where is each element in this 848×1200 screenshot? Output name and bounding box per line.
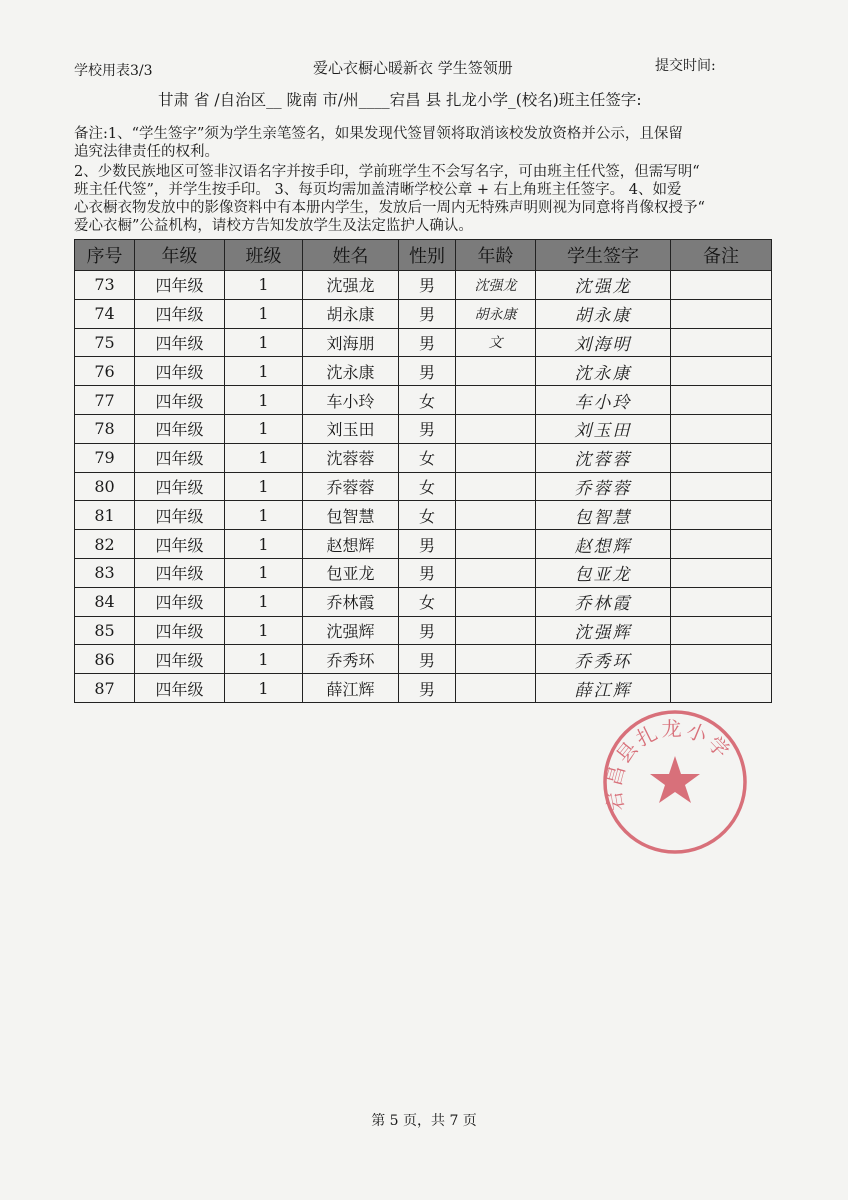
class-cell: 1: [225, 587, 303, 616]
student-name-cell: 刘海朋: [303, 328, 399, 357]
age-cell: [456, 501, 536, 530]
table-row: [75, 587, 772, 616]
row-number-cell: 78: [75, 414, 135, 443]
svg-text:宕昌县扎龙小学: 宕昌县扎龙小学: [601, 716, 737, 814]
class-cell: 1: [225, 472, 303, 501]
column-header: 备注: [671, 240, 772, 271]
gender-cell: 男: [399, 357, 456, 386]
remark-cell: [671, 616, 772, 645]
gender-cell: 男: [399, 558, 456, 587]
table-row: [75, 558, 772, 587]
student-signature-cell: 乔秀环: [536, 645, 671, 674]
gender-cell: 女: [399, 386, 456, 415]
age-cell: [456, 645, 536, 674]
remark-cell: [671, 558, 772, 587]
gender-cell: 男: [399, 414, 456, 443]
page-number: 第 5 页，共 7 页: [371, 1113, 477, 1129]
gender-cell: 女: [399, 501, 456, 530]
grade-cell: 四年级: [135, 472, 225, 501]
class-cell: 1: [225, 674, 303, 703]
remark-cell: [671, 443, 772, 472]
remark-cell: [671, 472, 772, 501]
grade-cell: 四年级: [135, 443, 225, 472]
student-name-cell: 乔秀环: [303, 645, 399, 674]
age-cell: [456, 443, 536, 472]
age-cell: [456, 558, 536, 587]
student-signature-cell: 乔蓉蓉: [536, 472, 671, 501]
row-number-cell: 83: [75, 558, 135, 587]
gender-cell: 男: [399, 299, 456, 328]
age-cell: [456, 530, 536, 559]
table-row: [75, 645, 772, 674]
class-cell: 1: [225, 616, 303, 645]
gender-cell: 男: [399, 674, 456, 703]
column-header: 年龄: [456, 240, 536, 271]
class-cell: 1: [225, 645, 303, 674]
gender-cell: 男: [399, 328, 456, 357]
row-number-cell: 75: [75, 328, 135, 357]
column-header: 班级: [225, 240, 303, 271]
gender-cell: 女: [399, 472, 456, 501]
grade-cell: 四年级: [135, 558, 225, 587]
class-cell: 1: [225, 530, 303, 559]
address-line: 甘肃 省 /自治区__ 陇南 市/州____宕昌 县 扎龙小学_(校名)班主任签字:: [158, 91, 642, 109]
age-cell: [456, 587, 536, 616]
age-cell: [456, 414, 536, 443]
note-line: 班主任代签”，并学生按手印。 3、每页均需加盖清晰学校公章 + 右上角班主任签字。 4、如爱: [74, 182, 682, 198]
remark-cell: [671, 645, 772, 674]
table-row: [75, 357, 772, 386]
student-signature-cell: 乔林霞: [536, 587, 671, 616]
student-name-cell: 赵想辉: [303, 530, 399, 559]
student-name-cell: 沈永康: [303, 357, 399, 386]
student-signature-cell: 包亚龙: [536, 558, 671, 587]
gender-cell: 女: [399, 443, 456, 472]
student-signature-cell: 胡永康: [536, 299, 671, 328]
grade-cell: 四年级: [135, 299, 225, 328]
remark-cell: [671, 501, 772, 530]
student-name-cell: 胡永康: [303, 299, 399, 328]
student-name-cell: 包亚龙: [303, 558, 399, 587]
table-row: [75, 530, 772, 559]
table-row: [75, 501, 772, 530]
gender-cell: 女: [399, 587, 456, 616]
column-header: 姓名: [303, 240, 399, 271]
gender-cell: 男: [399, 271, 456, 300]
student-name-cell: 乔蓉蓉: [303, 472, 399, 501]
remark-cell: [671, 587, 772, 616]
grade-cell: 四年级: [135, 674, 225, 703]
remark-cell: [671, 414, 772, 443]
class-cell: 1: [225, 501, 303, 530]
remark-cell: [671, 674, 772, 703]
row-number-cell: 85: [75, 616, 135, 645]
age-cell: [456, 386, 536, 415]
page-title: 爱心衣橱心暖新衣 学生签领册: [313, 59, 513, 77]
student-signature-cell: 沈强辉: [536, 616, 671, 645]
school-seal: [601, 708, 749, 856]
table-row: [75, 414, 772, 443]
student-name-cell: 乔林霞: [303, 587, 399, 616]
remark-cell: [671, 386, 772, 415]
table-row: [75, 616, 772, 645]
row-number-cell: 74: [75, 299, 135, 328]
student-name-cell: 车小玲: [303, 386, 399, 415]
gender-cell: 男: [399, 645, 456, 674]
grade-cell: 四年级: [135, 414, 225, 443]
age-cell: [456, 472, 536, 501]
age-cell: [456, 616, 536, 645]
column-header: 年级: [135, 240, 225, 271]
student-name-cell: 刘玉田: [303, 414, 399, 443]
student-name-cell: 包智慧: [303, 501, 399, 530]
age-cell: 沈强龙: [456, 271, 536, 300]
grade-cell: 四年级: [135, 386, 225, 415]
submit-time-label: 提交时间:: [655, 58, 716, 74]
table-row: [75, 386, 772, 415]
class-cell: 1: [225, 357, 303, 386]
table-row: [75, 674, 772, 703]
grade-cell: 四年级: [135, 357, 225, 386]
gender-cell: 男: [399, 616, 456, 645]
column-header: 学生签字: [536, 240, 671, 271]
student-name-cell: 薛江辉: [303, 674, 399, 703]
grade-cell: 四年级: [135, 616, 225, 645]
student-signature-cell: 包智慧: [536, 501, 671, 530]
class-cell: 1: [225, 443, 303, 472]
table-row: [75, 299, 772, 328]
grade-cell: 四年级: [135, 328, 225, 357]
student-name-cell: 沈强辉: [303, 616, 399, 645]
note-line: 爱心衣橱”公益机构，请校方告知发放学生及法定监护人确认。: [74, 218, 473, 234]
grade-cell: 四年级: [135, 587, 225, 616]
student-signature-cell: 薛江辉: [536, 674, 671, 703]
class-cell: 1: [225, 414, 303, 443]
row-number-cell: 84: [75, 587, 135, 616]
row-number-cell: 87: [75, 674, 135, 703]
age-cell: 文: [456, 328, 536, 357]
column-header: 序号: [75, 240, 135, 271]
student-name-cell: 沈强龙: [303, 271, 399, 300]
class-cell: 1: [225, 386, 303, 415]
remark-cell: [671, 299, 772, 328]
student-signature-cell: 沈蓉蓉: [536, 443, 671, 472]
grade-cell: 四年级: [135, 530, 225, 559]
remark-cell: [671, 328, 772, 357]
remark-cell: [671, 271, 772, 300]
grade-cell: 四年级: [135, 645, 225, 674]
note-line: 2、少数民族地区可签非汉语名字并按手印，学前班学生不会写名字，可由班主任代签，但需写明“: [74, 164, 700, 180]
table-row: [75, 271, 772, 300]
table-row: [75, 328, 772, 357]
student-signature-cell: 刘玉田: [536, 414, 671, 443]
row-number-cell: 73: [75, 271, 135, 300]
row-number-cell: 80: [75, 472, 135, 501]
row-number-cell: 82: [75, 530, 135, 559]
grade-cell: 四年级: [135, 271, 225, 300]
age-cell: 胡永康: [456, 299, 536, 328]
row-number-cell: 76: [75, 357, 135, 386]
sign-sheet-table: [74, 239, 772, 703]
note-line: 追究法律责任的权利。: [74, 144, 219, 160]
student-signature-cell: 沈永康: [536, 357, 671, 386]
student-signature-cell: 车小玲: [536, 386, 671, 415]
column-header: 性别: [399, 240, 456, 271]
form-code: 学校用表3/3: [74, 63, 153, 79]
student-signature-cell: 赵想辉: [536, 530, 671, 559]
remark-cell: [671, 530, 772, 559]
row-number-cell: 81: [75, 501, 135, 530]
student-name-cell: 沈蓉蓉: [303, 443, 399, 472]
age-cell: [456, 357, 536, 386]
row-number-cell: 77: [75, 386, 135, 415]
note-line: 心衣橱衣物发放中的影像资料中有本册内学生，发放后一周内无特殊声明则视为同意将肖像权授予“: [74, 200, 705, 216]
row-number-cell: 86: [75, 645, 135, 674]
table-body: [75, 271, 772, 703]
class-cell: 1: [225, 558, 303, 587]
age-cell: [456, 674, 536, 703]
class-cell: 1: [225, 328, 303, 357]
note-line: 备注:1、“学生签字”须为学生亲笔签名，如果发现代签冒领将取消该校发放资格并公示，且保留: [74, 126, 683, 142]
class-cell: 1: [225, 271, 303, 300]
table-row: [75, 472, 772, 501]
student-signature-cell: 刘海明: [536, 328, 671, 357]
grade-cell: 四年级: [135, 501, 225, 530]
row-number-cell: 79: [75, 443, 135, 472]
remark-cell: [671, 357, 772, 386]
table-row: [75, 443, 772, 472]
class-cell: 1: [225, 299, 303, 328]
student-signature-cell: 沈强龙: [536, 271, 671, 300]
gender-cell: 男: [399, 530, 456, 559]
table-header-row: [75, 240, 772, 271]
